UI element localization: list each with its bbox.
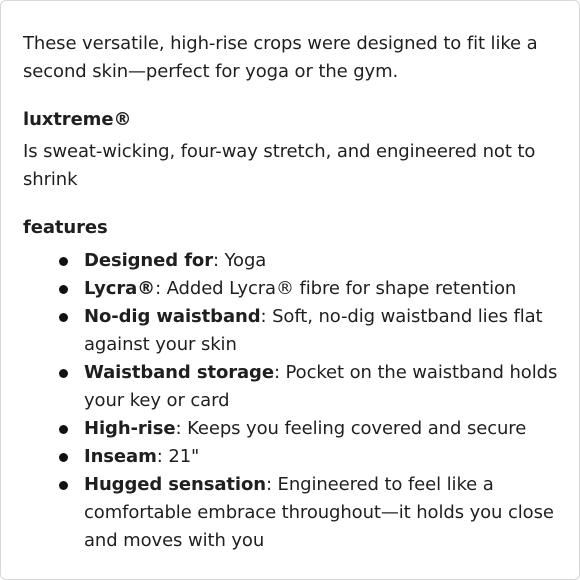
feature-term: Lycra®: [84, 278, 156, 299]
fabric-description: Is sweat-wicking, four-way stretch, and engineered not to shrink: [23, 141, 536, 190]
fabric-heading: luxtreme®: [23, 109, 132, 130]
feature-text: : 21": [156, 446, 200, 467]
bullet-icon: [59, 425, 68, 434]
feature-item-no-dig-waistband: [23, 303, 568, 359]
feature-term: High-rise: [84, 418, 176, 439]
feature-term: Designed for: [84, 250, 213, 271]
feature-item-inseam: [23, 443, 568, 471]
feature-item-designed-for: [23, 247, 568, 275]
bullet-icon: [59, 285, 68, 294]
features-heading: features: [23, 217, 108, 238]
bullet-icon: [59, 481, 68, 490]
feature-text: : Pocket on the waistband holds your key or card: [84, 362, 558, 411]
feature-text: : Soft, no-dig waistband lies flat against your skin: [84, 306, 543, 355]
feature-text: : Yoga: [212, 250, 267, 271]
feature-text: : Engineered to feel like a comfortable embrace throughout—it holds you close and moves with you: [84, 474, 554, 551]
feature-term: Hugged sensation: [84, 474, 266, 495]
bullet-icon: [59, 369, 68, 378]
product-description: These versatile, high-rise crops were designed to fit like a second skin—perfect for yoga or the gym.: [23, 33, 538, 82]
feature-term: Waistband storage: [84, 362, 274, 383]
feature-item-lycra: [23, 275, 568, 303]
feature-item-hugged-sensation: [23, 471, 568, 555]
feature-item-waistband-storage: [23, 359, 568, 415]
features-list: [23, 247, 568, 555]
feature-text: : Keeps you feeling covered and secure: [175, 418, 527, 439]
bullet-icon: [59, 257, 68, 266]
feature-term: No-dig waistband: [84, 306, 261, 327]
bullet-icon: [59, 313, 68, 322]
product-details-content: [23, 30, 568, 555]
feature-term: Inseam: [84, 446, 157, 467]
feature-text: : Added Lycra® fibre for shape retention: [155, 278, 517, 299]
feature-item-high-rise: [23, 415, 568, 443]
bullet-icon: [59, 453, 68, 462]
